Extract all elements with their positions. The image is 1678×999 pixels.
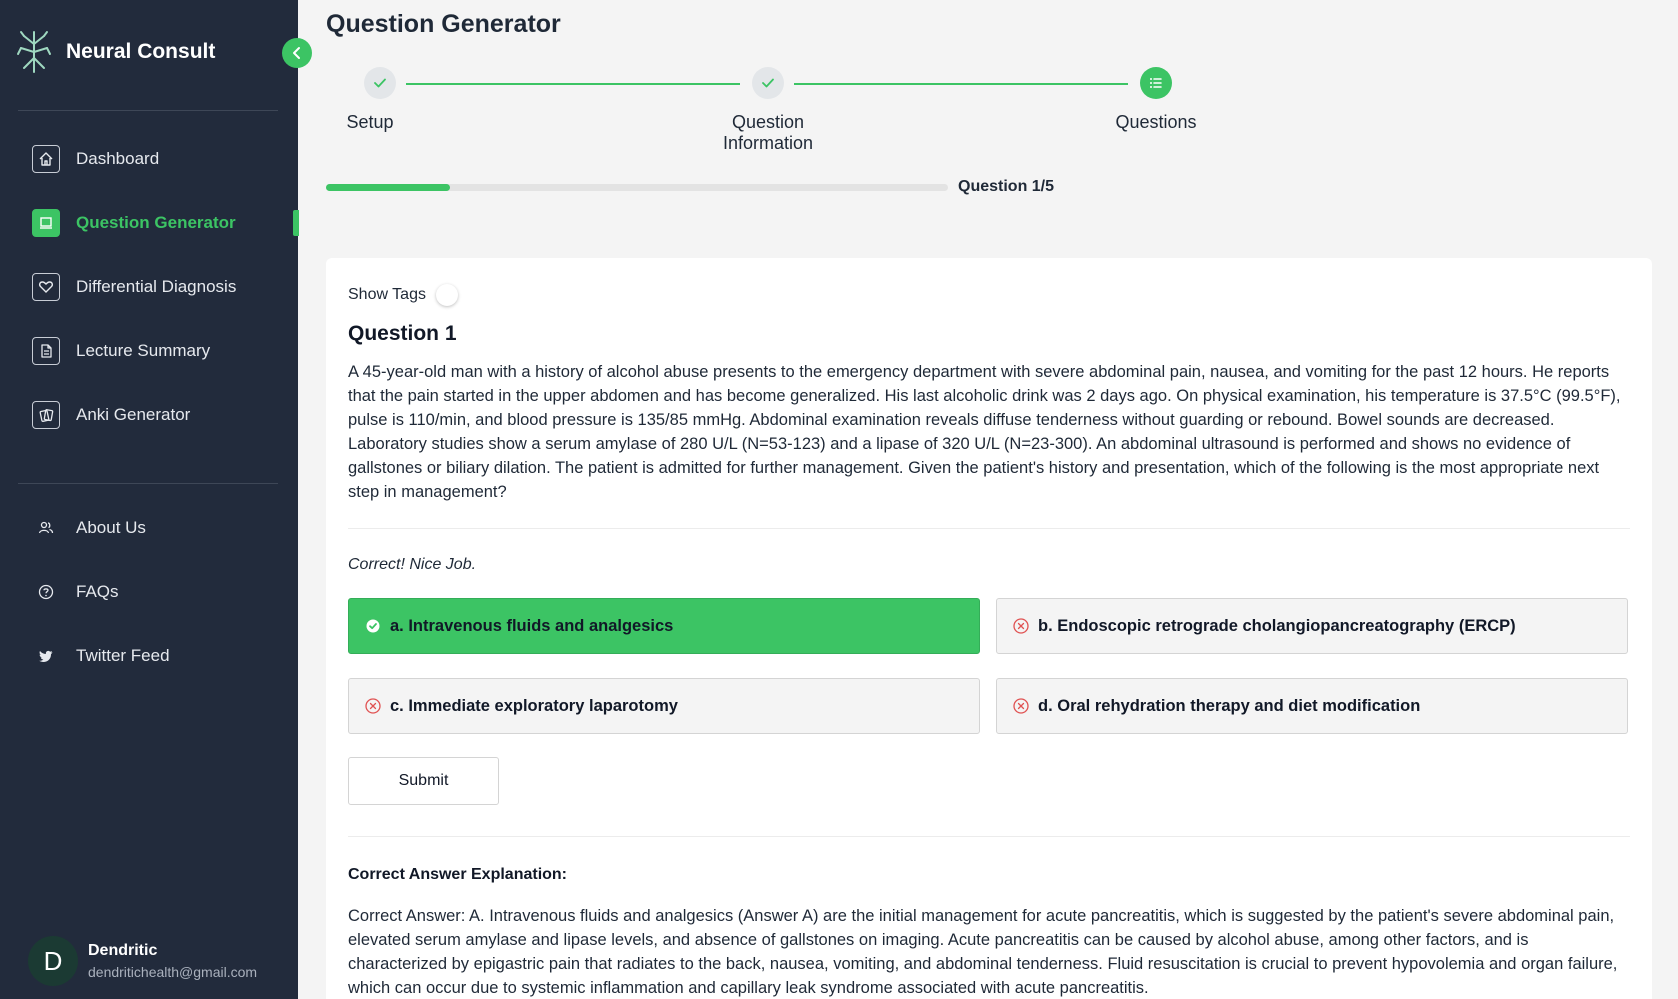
cards-icon — [32, 401, 60, 429]
check-circle-icon — [365, 618, 381, 634]
answer-option-c[interactable] — [348, 678, 980, 734]
sidebar-item-question-generator[interactable] — [32, 208, 282, 238]
question-circle-icon — [32, 578, 60, 606]
x-circle-icon — [365, 698, 381, 714]
twitter-icon — [32, 642, 60, 670]
monitor-icon — [32, 209, 60, 237]
sidebar-item-about-us[interactable] — [32, 513, 282, 543]
document-icon — [32, 337, 60, 365]
sidebar-item-label: Twitter Feed — [76, 646, 170, 665]
question-card — [326, 258, 1652, 999]
answer-option-label: a. Intravenous fluids and analgesics — [390, 616, 674, 635]
step-question-information-check-icon — [752, 67, 784, 99]
show-tags-toggle[interactable] — [436, 284, 458, 306]
sidebar-item-label: Dashboard — [76, 149, 160, 168]
step-label-setup: Setup — [346, 112, 394, 132]
home-icon — [32, 145, 60, 173]
sidebar-item-lecture-summary[interactable] — [32, 336, 282, 366]
sidebar-item-label: Lecture Summary — [76, 341, 211, 360]
step-connector — [406, 83, 740, 85]
sidebar-item-label: Question Generator — [76, 213, 236, 232]
answer-option-b[interactable] — [996, 598, 1628, 654]
sidebar-divider — [18, 110, 278, 111]
collapse-sidebar-button[interactable] — [282, 38, 312, 68]
step-setup-check-icon — [364, 67, 396, 99]
neural-logo-icon — [16, 30, 52, 74]
sidebar-item-twitter-feed[interactable] — [32, 641, 282, 671]
page-title: Question Generator — [326, 10, 561, 38]
brand[interactable] — [16, 30, 215, 74]
answer-option-label: b. Endoscopic retrograde cholangiopancreatography (ERCP) — [1038, 616, 1516, 635]
explanation-title: Correct Answer Explanation: — [348, 866, 568, 883]
answer-option-a[interactable] — [348, 598, 980, 654]
user-profile[interactable] — [28, 936, 257, 986]
step-questions-list-icon — [1140, 67, 1172, 99]
answer-option-label: d. Oral rehydration therapy and diet modification — [1038, 696, 1421, 715]
submit-button[interactable]: Submit — [348, 757, 499, 805]
sidebar-divider — [18, 483, 278, 484]
section-divider — [348, 836, 1630, 837]
sidebar-item-dashboard[interactable] — [32, 144, 282, 174]
user-email: dendritichealth@gmail.com — [88, 964, 258, 980]
heart-icon — [32, 273, 60, 301]
sidebar — [0, 0, 298, 999]
step-label-question-information: Question Information — [722, 112, 814, 153]
chevron-left-icon — [290, 46, 304, 60]
sidebar-item-label: FAQs — [76, 582, 119, 601]
show-tags-label: Show Tags — [348, 286, 426, 303]
users-icon — [32, 514, 60, 542]
sidebar-item-label: Differential Diagnosis — [76, 277, 237, 296]
question-progress-bar — [326, 184, 948, 191]
step-connector — [794, 83, 1128, 85]
answer-feedback: Correct! Nice Job. — [348, 556, 477, 573]
x-circle-icon — [1013, 618, 1029, 634]
progress-label: Question 1/5 — [958, 178, 1055, 195]
sidebar-item-faqs[interactable] — [32, 577, 282, 607]
user-name: Dendritic — [88, 942, 158, 959]
sidebar-item-differential-diagnosis[interactable] — [32, 272, 282, 302]
main-content — [298, 0, 1678, 999]
avatar: D — [28, 936, 78, 986]
x-circle-icon — [1013, 698, 1029, 714]
answer-option-d[interactable] — [996, 678, 1628, 734]
sidebar-item-label: About Us — [76, 518, 146, 537]
section-divider — [348, 528, 1630, 529]
brand-name: Neural Consult — [66, 40, 216, 63]
question-title: Question 1 — [348, 322, 457, 345]
answer-option-label: c. Immediate exploratory laparotomy — [390, 696, 678, 715]
sidebar-item-anki-generator[interactable] — [32, 400, 282, 430]
explanation-text: Correct Answer: A. Intravenous fluids and analgesics (Answer A) are the initial management for acute pancreatitis, which is suggested by the patient's severe abdominal pain, elevated serum amylase and lipase levels, and absence of gallstones on imaging. Acute pancreatitis can be caused by alcohol abuse, among other factors, and is characterized by epigastric pain that radiates to the back, nausea, vomiting, and abdominal tenderness. Fluid resuscitation is crucial to prevent hypovolemia and organ failure, which can occur due to systemic inflammation and capillary leak syndrome associated with acute pancreatitis. — [348, 907, 1618, 997]
progress-fill — [326, 184, 450, 191]
question-text: A 45-year-old man with a history of alcohol abuse presents to the emergency department with severe abdominal pain, nausea, and vomiting for the past 12 hours. He reports that the pain started in the upper abdomen and has become generalized. His last alcoholic drink was 2 days ago. On physical examination, his temperature is 37.5°C (99.5°F), pulse is 110/min, and blood pressure is 135/85 mmHg. Abdominal examination reveals diffuse tenderness without guarding or rebound. Bowel sounds are decreased. Laboratory studies show a serum amylase of 280 U/L (N=53-123) and a lipase of 320 U/L (N=23-300). An abdominal ultrasound is performed and shows no evidence of gallstones or biliary dilation. The patient is admitted for further management. Given the patient's history and presentation, which of the following is the most appropriate next step in management? — [348, 363, 1621, 501]
sidebar-item-label: Anki Generator — [76, 405, 191, 424]
show-tags-control — [348, 284, 458, 306]
step-label-questions: Questions — [1115, 112, 1197, 132]
